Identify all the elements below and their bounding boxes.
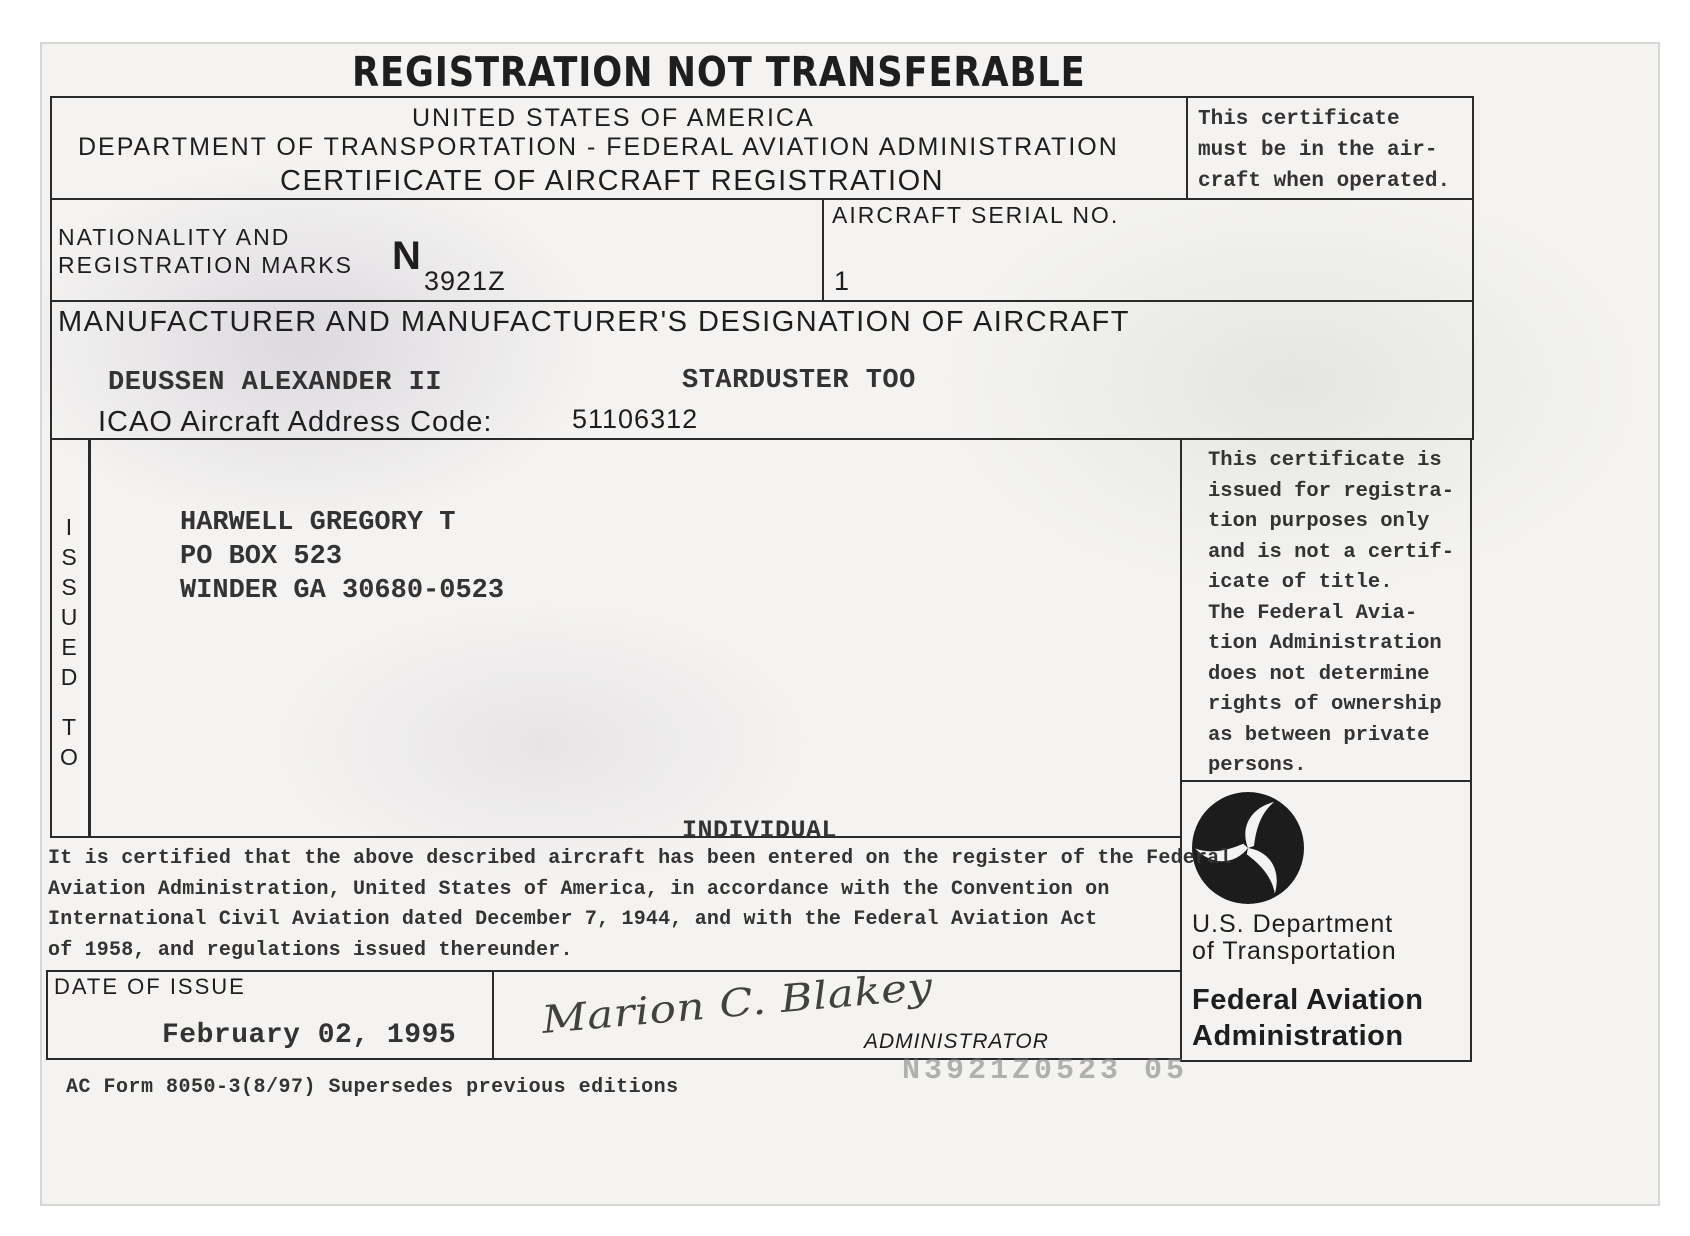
manufacturer-label: MANUFACTURER AND MANUFACTURER'S DESIGNATION OF AIRCRAFT	[58, 306, 1130, 338]
issued-to-divider	[88, 440, 91, 836]
registration-certificate	[42, 44, 1658, 1204]
icao-label: ICAO Aircraft Address Code:	[98, 406, 493, 438]
serial-value: 1	[834, 266, 850, 296]
serial-label: AIRCRAFT SERIAL NO.	[832, 202, 1120, 228]
disclaimer-text: This certificate is issued for registra- tion purposes only and is not a certif- icate of title. The Federal Avia- tion Administration does not determine rights of ownership as between private persons.	[1208, 449, 1455, 777]
date-label: DATE OF ISSUE	[54, 974, 246, 999]
faa-line2: Administration	[1192, 1020, 1404, 1052]
owner-name: HARWELL GREGORY T	[180, 508, 456, 538]
aircraft-model: STARDUSTER TOO	[682, 366, 916, 396]
signer-title: ADMINISTRATOR	[864, 1030, 1049, 1053]
issued-to-vertical-label: I S S U E D T O	[60, 514, 78, 770]
dot-line2: of Transportation	[1192, 937, 1397, 965]
country-title: UNITED STATES OF AMERICA	[412, 104, 815, 132]
faa-line1: Federal Aviation	[1192, 984, 1424, 1016]
issued-to-box	[50, 438, 1182, 838]
dot-line1: U.S. Department	[1192, 910, 1394, 938]
notice-line: must be in the air-	[1198, 139, 1438, 162]
certificate-title: CERTIFICATE OF AIRCRAFT REGISTRATION	[280, 165, 945, 197]
notice-line: This certificate	[1198, 108, 1400, 131]
ink-stamp: N3921Z0523 05	[902, 1054, 1189, 1088]
date-of-issue: February 02, 1995	[162, 1020, 457, 1051]
registration-label-line2: REGISTRATION MARKS	[58, 252, 353, 278]
registration-label-line1: NATIONALITY AND	[58, 224, 291, 250]
notice-line: craft when operated.	[1198, 170, 1451, 193]
address-line: WINDER GA 30680-0523	[180, 576, 505, 606]
registration-number: 3921Z	[424, 266, 506, 296]
address-line: PO BOX 523	[180, 542, 343, 572]
manufacturer-name: DEUSSEN ALEXANDER II	[108, 368, 443, 398]
icao-code: 51106312	[572, 404, 699, 434]
form-number: AC Form 8050-3(8/97) Supersedes previous editions	[66, 1076, 679, 1099]
certification-statement: It is certified that the above described aircraft has been entered on the register of the Federal Aviation Administration, United States of America, in accordance with the Convention on International Civil Aviation dated December 7, 1944, and with the Federal Aviation Act of 1958, and regulations issued thereunder.	[48, 847, 1232, 962]
owner-address-block	[180, 506, 504, 608]
not-transferable-banner: REGISTRATION NOT TRANSFERABLE	[352, 48, 1086, 96]
administrator-signature: Marion C. Blakey	[540, 963, 935, 1042]
nationality-prefix: N	[392, 234, 422, 278]
owner-type: INDIVIDUAL	[682, 816, 838, 838]
onboard-notice	[1198, 104, 1450, 197]
department-title: DEPARTMENT OF TRANSPORTATION - FEDERAL AVIATION ADMINISTRATION	[78, 133, 1119, 161]
